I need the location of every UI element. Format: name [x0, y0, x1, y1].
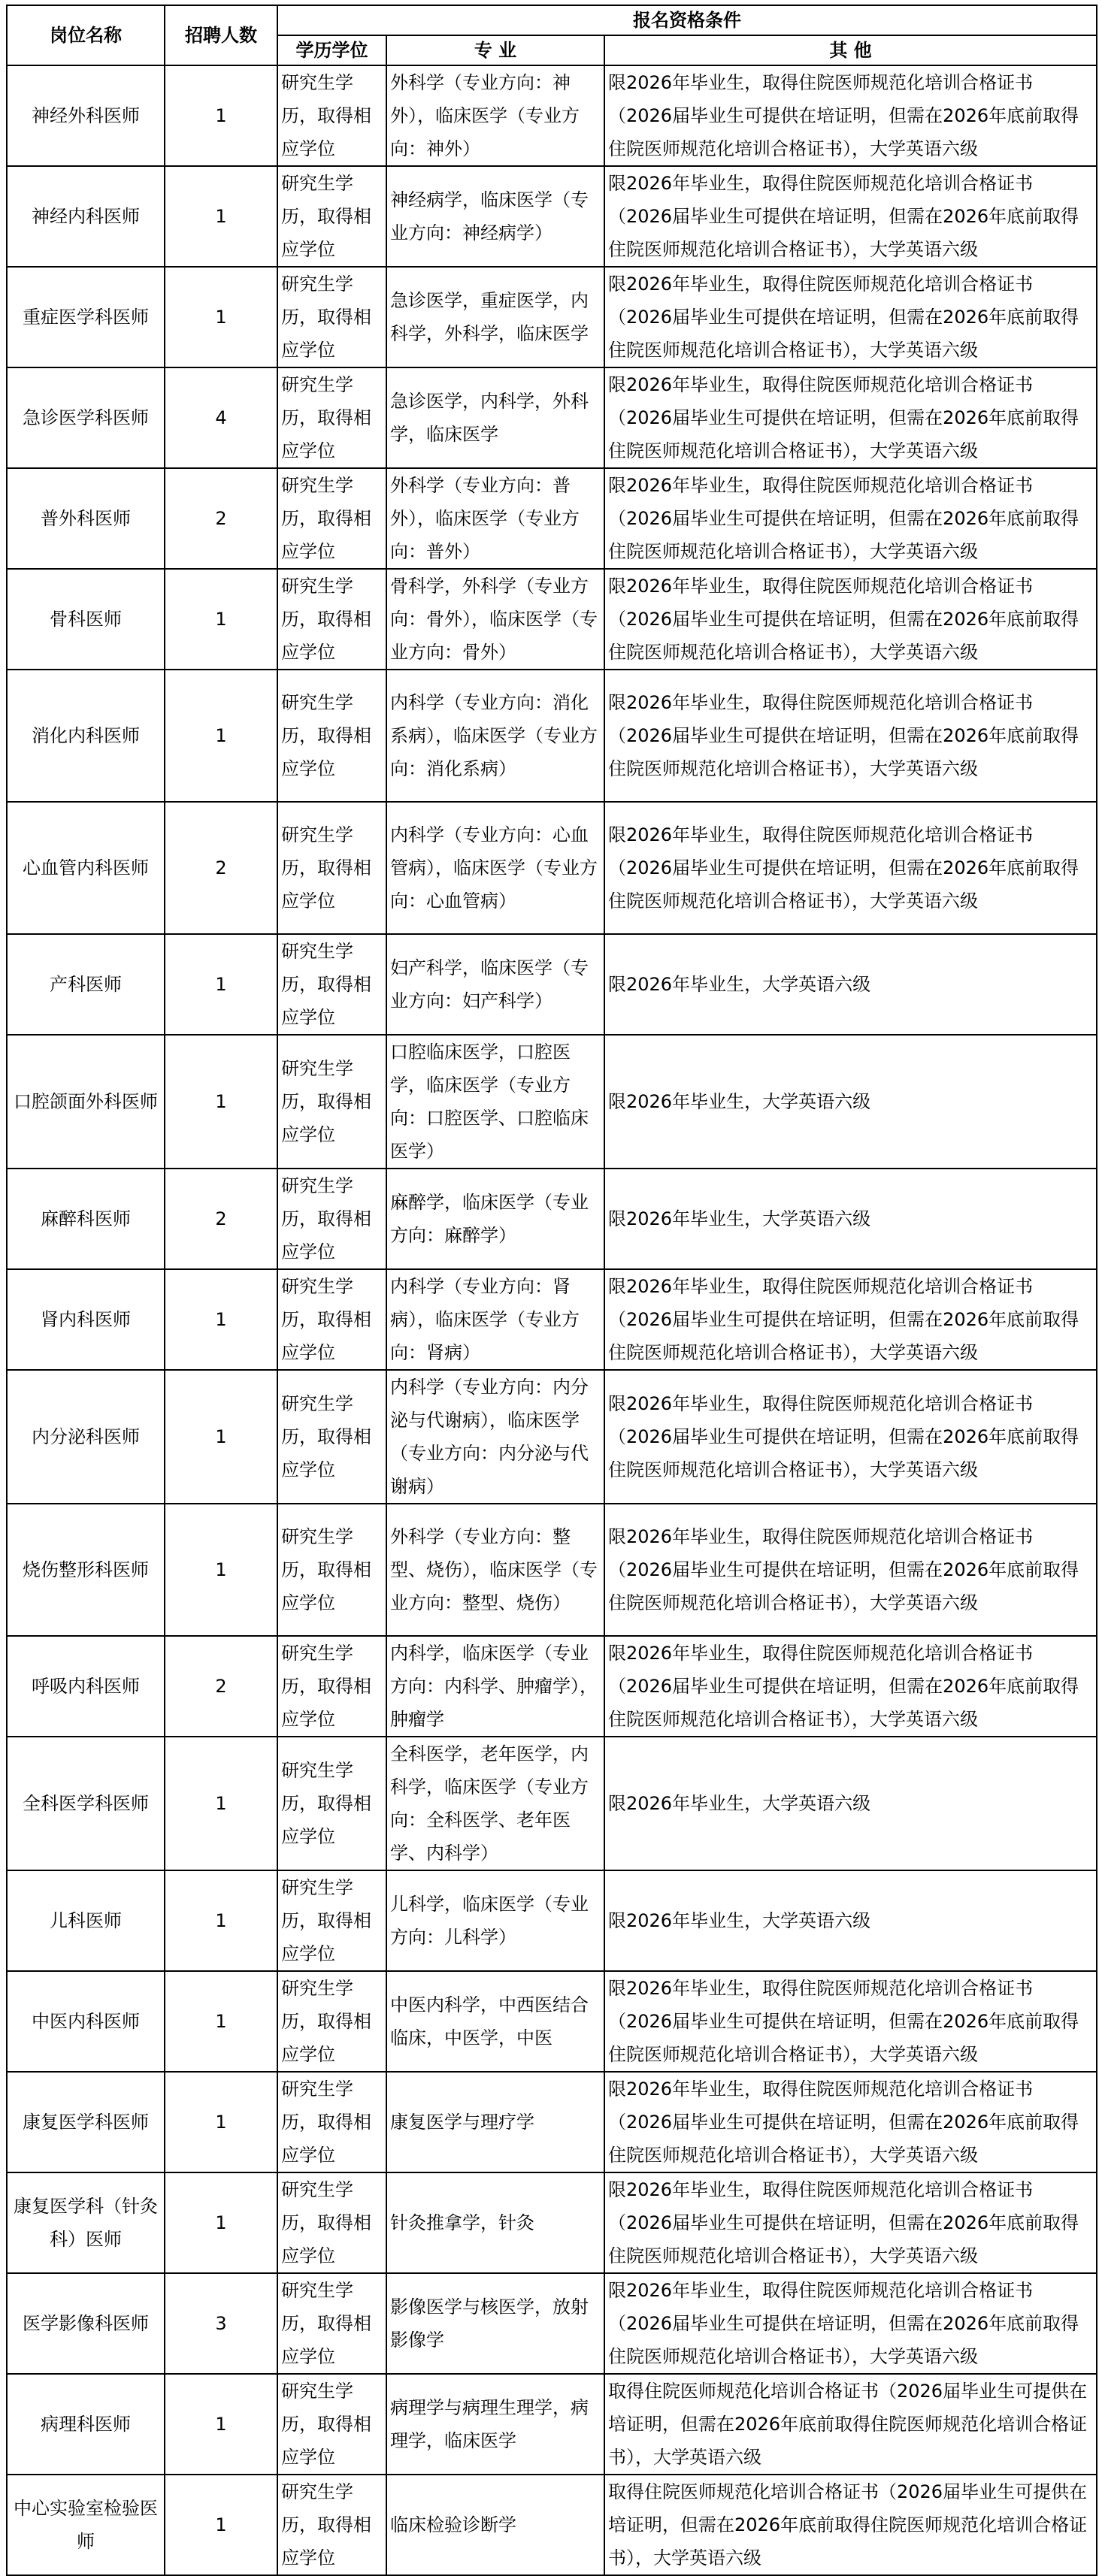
- cell-position: 内分泌科医师: [7, 1370, 165, 1504]
- cell-count: 1: [165, 166, 277, 267]
- cell-major: 神经病学，临床医学（专业方向：神经病学）: [386, 166, 604, 267]
- cell-education: 研究生学历，取得相应学位: [277, 166, 386, 267]
- cell-position: 中医内科医师: [7, 1971, 165, 2072]
- cell-position: 急诊医学科医师: [7, 367, 165, 468]
- cell-education: 研究生学历，取得相应学位: [277, 802, 386, 934]
- cell-other: 限2026年毕业生，取得住院医师规范化培训合格证书（2026届毕业生可提供在培证明，但需在2026年底前取得住院医师规范化培训合格证书），大学英语六级: [604, 166, 1097, 267]
- cell-position: 口腔颌面外科医师: [7, 1035, 165, 1169]
- cell-major: 外科学（专业方向：神外），临床医学（专业方向：神外）: [386, 65, 604, 166]
- cell-education: 研究生学历，取得相应学位: [277, 2072, 386, 2172]
- cell-education: 研究生学历，取得相应学位: [277, 2475, 386, 2575]
- table-row: [7, 2172, 1097, 2273]
- table-body: [7, 65, 1097, 2575]
- cell-education: 研究生学历，取得相应学位: [277, 1269, 386, 1370]
- table-row: [7, 166, 1097, 267]
- cell-major: 麻醉学，临床医学（专业方向：麻醉学）: [386, 1169, 604, 1269]
- cell-major: 急诊医学，重症医学，内科学，外科学，临床医学: [386, 267, 604, 367]
- cell-other: 取得住院医师规范化培训合格证书（2026届毕业生可提供在培证明，但需在2026年底前取得住院医师规范化培训合格证书），大学英语六级: [604, 2374, 1097, 2475]
- table-header-row: [7, 5, 1097, 35]
- cell-major: 内科学（专业方向：消化系病），临床医学（专业方向：消化系病）: [386, 670, 604, 802]
- cell-position: 普外科医师: [7, 468, 165, 569]
- cell-count: 1: [165, 1971, 277, 2072]
- cell-other: 限2026年毕业生，取得住院医师规范化培训合格证书（2026届毕业生可提供在培证明，但需在2026年底前取得住院医师规范化培训合格证书），大学英语六级: [604, 2172, 1097, 2273]
- cell-other: 限2026年毕业生，大学英语六级: [604, 1870, 1097, 1971]
- cell-position: 呼吸内科医师: [7, 1636, 165, 1737]
- cell-count: 1: [165, 65, 277, 166]
- cell-major: 针灸推拿学，针灸: [386, 2172, 604, 2273]
- table-row: [7, 65, 1097, 166]
- cell-position: 麻醉科医师: [7, 1169, 165, 1269]
- cell-position: 中心实验室检验医师: [7, 2475, 165, 2575]
- cell-other: 限2026年毕业生，大学英语六级: [604, 1169, 1097, 1269]
- cell-major: 口腔临床医学，口腔医学，临床医学（专业方向：口腔医学、口腔临床医学）: [386, 1035, 604, 1169]
- cell-education: 研究生学历，取得相应学位: [277, 468, 386, 569]
- cell-other: 限2026年毕业生，取得住院医师规范化培训合格证书（2026届毕业生可提供在培证明，但需在2026年底前取得住院医师规范化培训合格证书），大学英语六级: [604, 1636, 1097, 1737]
- cell-education: 研究生学历，取得相应学位: [277, 367, 386, 468]
- cell-education: 研究生学历，取得相应学位: [277, 1971, 386, 2072]
- cell-major: 影像医学与核医学，放射影像学: [386, 2273, 604, 2374]
- cell-count: 2: [165, 1169, 277, 1269]
- cell-major: 康复医学与理疗学: [386, 2072, 604, 2172]
- cell-count: 1: [165, 1870, 277, 1971]
- cell-count: 3: [165, 2273, 277, 2374]
- cell-major: 急诊医学，内科学，外科学，临床医学: [386, 367, 604, 468]
- header-count: 招聘人数: [165, 5, 277, 65]
- cell-education: 研究生学历，取得相应学位: [277, 2273, 386, 2374]
- cell-other: 限2026年毕业生，大学英语六级: [604, 1737, 1097, 1870]
- cell-count: 4: [165, 367, 277, 468]
- cell-position: 重症医学科医师: [7, 267, 165, 367]
- cell-count: 1: [165, 2374, 277, 2475]
- cell-other: 限2026年毕业生，取得住院医师规范化培训合格证书（2026届毕业生可提供在培证明，但需在2026年底前取得住院医师规范化培训合格证书），大学英语六级: [604, 468, 1097, 569]
- cell-major: 中医内科学，中西医结合临床，中医学，中医: [386, 1971, 604, 2072]
- cell-education: 研究生学历，取得相应学位: [277, 670, 386, 802]
- table-row: [7, 934, 1097, 1035]
- table-row: [7, 2475, 1097, 2575]
- table-row: [7, 2072, 1097, 2172]
- header-major: 专 业: [386, 35, 604, 65]
- cell-major: 儿科学，临床医学（专业方向：儿科学）: [386, 1870, 604, 1971]
- cell-position: 神经外科医师: [7, 65, 165, 166]
- cell-other: 限2026年毕业生，取得住院医师规范化培训合格证书（2026届毕业生可提供在培证明，但需在2026年底前取得住院医师规范化培训合格证书），大学英语六级: [604, 267, 1097, 367]
- table-row: [7, 1737, 1097, 1870]
- cell-education: 研究生学历，取得相应学位: [277, 2374, 386, 2475]
- cell-count: 2: [165, 468, 277, 569]
- cell-education: 研究生学历，取得相应学位: [277, 1370, 386, 1504]
- cell-major: 骨科学，外科学（专业方向：骨外），临床医学（专业方向：骨外）: [386, 569, 604, 670]
- cell-count: 1: [165, 670, 277, 802]
- cell-education: 研究生学历，取得相应学位: [277, 1870, 386, 1971]
- cell-count: 1: [165, 1035, 277, 1169]
- cell-major: 病理学与病理生理学，病理学，临床医学: [386, 2374, 604, 2475]
- cell-major: 内科学（专业方向：肾病），临床医学（专业方向：肾病）: [386, 1269, 604, 1370]
- cell-count: 1: [165, 2172, 277, 2273]
- cell-other: 限2026年毕业生，取得住院医师规范化培训合格证书（2026届毕业生可提供在培证明，但需在2026年底前取得住院医师规范化培训合格证书），大学英语六级: [604, 569, 1097, 670]
- cell-count: 2: [165, 802, 277, 934]
- table-row: [7, 802, 1097, 934]
- cell-education: 研究生学历，取得相应学位: [277, 1504, 386, 1636]
- table-row: [7, 1035, 1097, 1169]
- table-row: [7, 670, 1097, 802]
- cell-count: 1: [165, 934, 277, 1035]
- cell-count: 1: [165, 2072, 277, 2172]
- table-row: [7, 1870, 1097, 1971]
- table-row: [7, 367, 1097, 468]
- cell-other: 限2026年毕业生，取得住院医师规范化培训合格证书（2026届毕业生可提供在培证明，但需在2026年底前取得住院医师规范化培训合格证书），大学英语六级: [604, 1504, 1097, 1636]
- cell-count: 1: [165, 569, 277, 670]
- cell-position: 骨科医师: [7, 569, 165, 670]
- cell-education: 研究生学历，取得相应学位: [277, 267, 386, 367]
- cell-education: 研究生学历，取得相应学位: [277, 1169, 386, 1269]
- cell-position: 医学影像科医师: [7, 2273, 165, 2374]
- table-row: [7, 569, 1097, 670]
- table-row: [7, 267, 1097, 367]
- cell-count: 1: [165, 1737, 277, 1870]
- cell-count: 2: [165, 1636, 277, 1737]
- cell-count: 1: [165, 1269, 277, 1370]
- cell-count: 1: [165, 1370, 277, 1504]
- cell-position: 产科医师: [7, 934, 165, 1035]
- cell-education: 研究生学历，取得相应学位: [277, 65, 386, 166]
- cell-count: 1: [165, 267, 277, 367]
- table-row: [7, 1504, 1097, 1636]
- cell-other: 取得住院医师规范化培训合格证书（2026届毕业生可提供在培证明，但需在2026年底前取得住院医师规范化培训合格证书），大学英语六级: [604, 2475, 1097, 2575]
- table-row: [7, 1636, 1097, 1737]
- cell-position: 消化内科医师: [7, 670, 165, 802]
- cell-major: 内科学（专业方向：内分泌与代谢病），临床医学（专业方向：内分泌与代谢病）: [386, 1370, 604, 1504]
- cell-education: 研究生学历，取得相应学位: [277, 934, 386, 1035]
- cell-count: 1: [165, 2475, 277, 2575]
- cell-major: 内科学（专业方向：心血管病），临床医学（专业方向：心血管病）: [386, 802, 604, 934]
- cell-major: 妇产科学，临床医学（专业方向：妇产科学）: [386, 934, 604, 1035]
- cell-major: 内科学，临床医学（专业方向：内科学、肿瘤学），肿瘤学: [386, 1636, 604, 1737]
- header-requirements: 报名资格条件: [277, 5, 1097, 35]
- cell-major: 外科学（专业方向：普外），临床医学（专业方向：普外）: [386, 468, 604, 569]
- table-row: [7, 1169, 1097, 1269]
- cell-other: 限2026年毕业生，取得住院医师规范化培训合格证书（2026届毕业生可提供在培证明，但需在2026年底前取得住院医师规范化培训合格证书），大学英语六级: [604, 1971, 1097, 2072]
- cell-other: 限2026年毕业生，大学英语六级: [604, 934, 1097, 1035]
- cell-other: 限2026年毕业生，取得住院医师规范化培训合格证书（2026届毕业生可提供在培证明，但需在2026年底前取得住院医师规范化培训合格证书），大学英语六级: [604, 367, 1097, 468]
- cell-major: 全科医学，老年医学，内科学，临床医学（专业方向：全科医学、老年医学、内科学）: [386, 1737, 604, 1870]
- table-row: [7, 2273, 1097, 2374]
- cell-position: 神经内科医师: [7, 166, 165, 267]
- cell-other: 限2026年毕业生，取得住院医师规范化培训合格证书（2026届毕业生可提供在培证明，但需在2026年底前取得住院医师规范化培训合格证书），大学英语六级: [604, 2072, 1097, 2172]
- cell-other: 限2026年毕业生，取得住院医师规范化培训合格证书（2026届毕业生可提供在培证明，但需在2026年底前取得住院医师规范化培训合格证书），大学英语六级: [604, 1370, 1097, 1504]
- cell-position: 肾内科医师: [7, 1269, 165, 1370]
- table-row: [7, 1971, 1097, 2072]
- cell-count: 1: [165, 1504, 277, 1636]
- cell-major: 临床检验诊断学: [386, 2475, 604, 2575]
- cell-education: 研究生学历，取得相应学位: [277, 1737, 386, 1870]
- cell-education: 研究生学历，取得相应学位: [277, 1035, 386, 1169]
- header-education: 学历学位: [277, 35, 386, 65]
- cell-other: 限2026年毕业生，取得住院医师规范化培训合格证书（2026届毕业生可提供在培证明，但需在2026年底前取得住院医师规范化培训合格证书），大学英语六级: [604, 670, 1097, 802]
- cell-position: 烧伤整形科医师: [7, 1504, 165, 1636]
- recruitment-table-container: [6, 5, 1096, 2576]
- cell-other: 限2026年毕业生，取得住院医师规范化培训合格证书（2026届毕业生可提供在培证明，但需在2026年底前取得住院医师规范化培训合格证书），大学英语六级: [604, 802, 1097, 934]
- cell-position: 病理科医师: [7, 2374, 165, 2475]
- header-position: 岗位名称: [7, 5, 165, 65]
- cell-other: 限2026年毕业生，取得住院医师规范化培训合格证书（2026届毕业生可提供在培证明，但需在2026年底前取得住院医师规范化培训合格证书），大学英语六级: [604, 1269, 1097, 1370]
- cell-position: 儿科医师: [7, 1870, 165, 1971]
- cell-position: 康复医学科（针灸科）医师: [7, 2172, 165, 2273]
- header-other: 其 他: [604, 35, 1097, 65]
- cell-position: 康复医学科医师: [7, 2072, 165, 2172]
- table-row: [7, 1370, 1097, 1504]
- table-row: [7, 468, 1097, 569]
- cell-position: 全科医学科医师: [7, 1737, 165, 1870]
- cell-education: 研究生学历，取得相应学位: [277, 569, 386, 670]
- cell-major: 外科学（专业方向：整型、烧伤），临床医学（专业方向：整型、烧伤）: [386, 1504, 604, 1636]
- cell-other: 限2026年毕业生，取得住院医师规范化培训合格证书（2026届毕业生可提供在培证明，但需在2026年底前取得住院医师规范化培训合格证书），大学英语六级: [604, 2273, 1097, 2374]
- table-row: [7, 2374, 1097, 2475]
- cell-education: 研究生学历，取得相应学位: [277, 2172, 386, 2273]
- recruitment-table: [6, 5, 1097, 2576]
- table-row: [7, 1269, 1097, 1370]
- cell-other: 限2026年毕业生，大学英语六级: [604, 1035, 1097, 1169]
- cell-education: 研究生学历，取得相应学位: [277, 1636, 386, 1737]
- cell-other: 限2026年毕业生，取得住院医师规范化培训合格证书（2026届毕业生可提供在培证明，但需在2026年底前取得住院医师规范化培训合格证书），大学英语六级: [604, 65, 1097, 166]
- cell-position: 心血管内科医师: [7, 802, 165, 934]
